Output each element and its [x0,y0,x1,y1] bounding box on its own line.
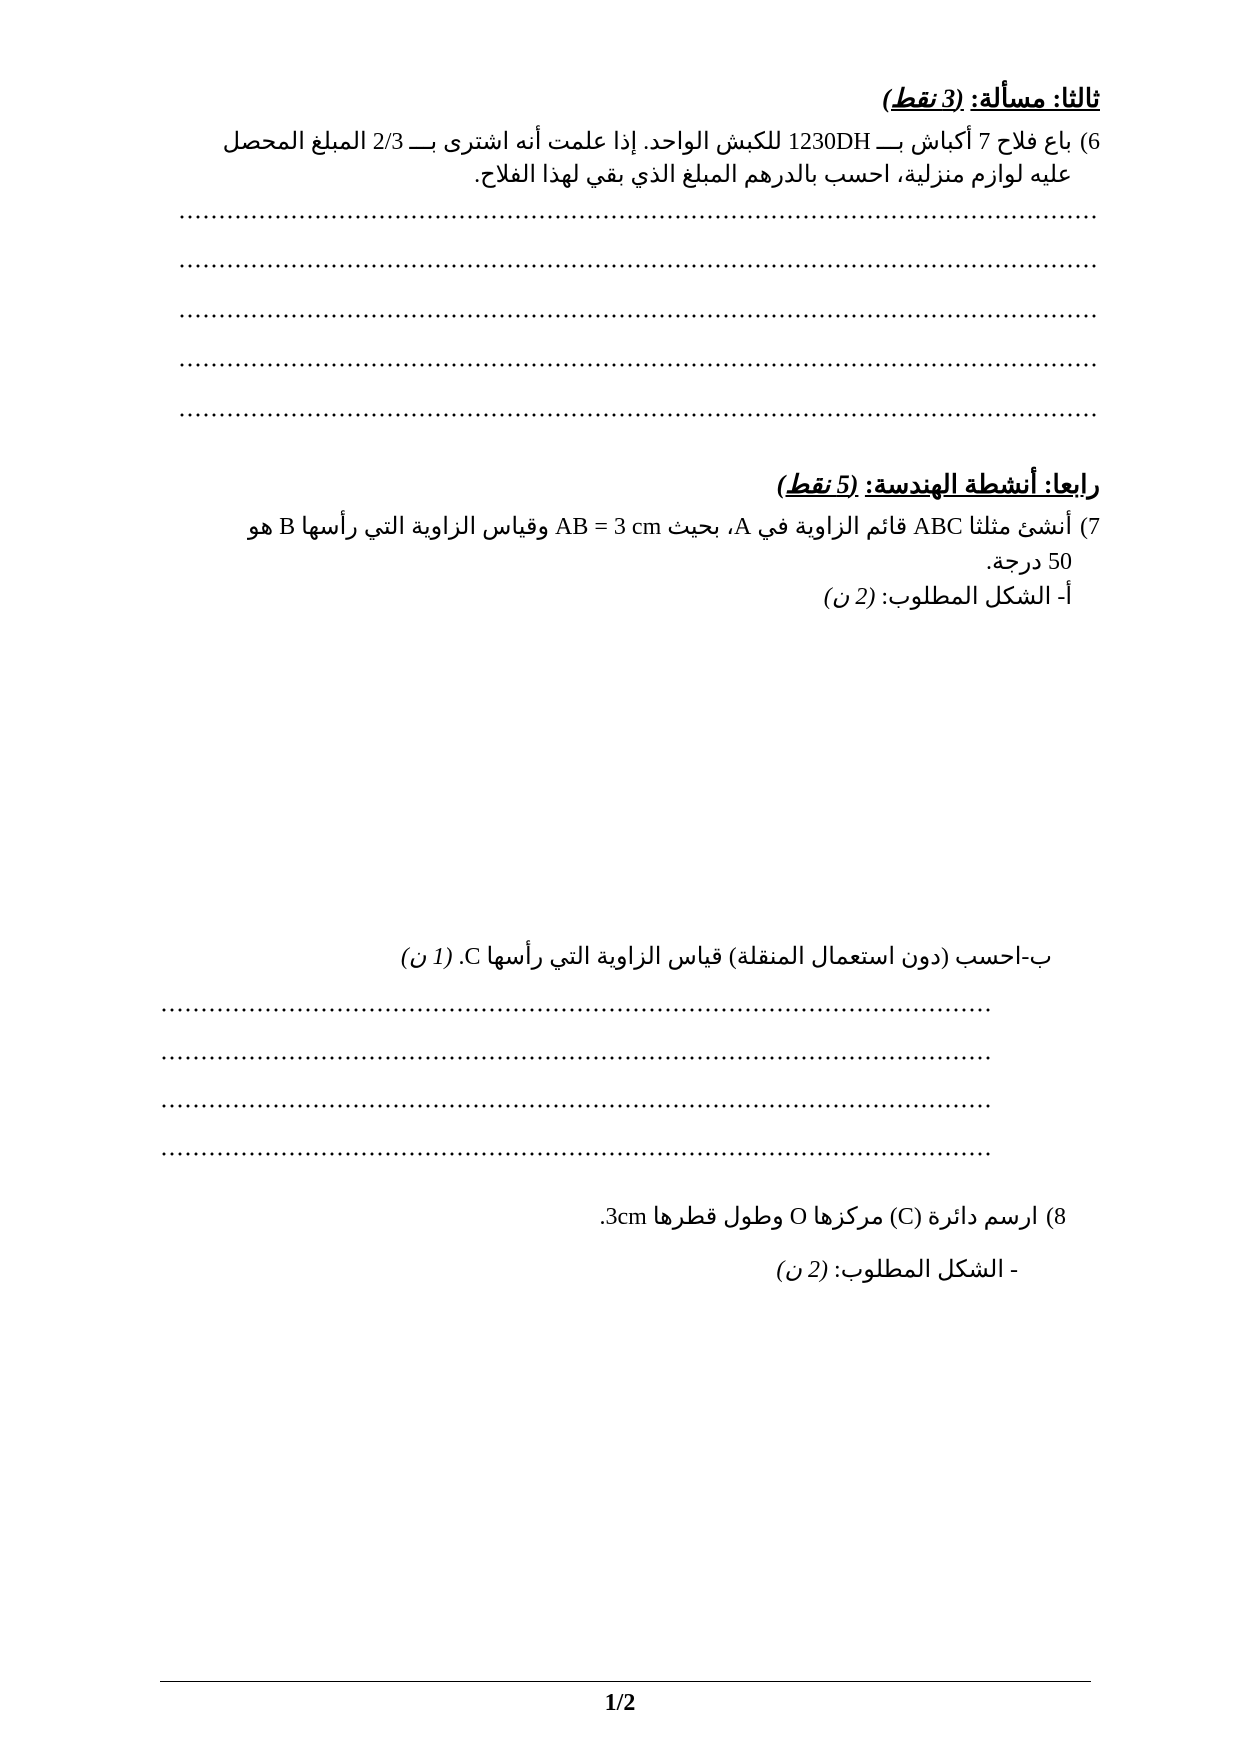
question-7b-text: ب-احسب (دون استعمال المنقلة) قياس الزاوية التي رأسها C. [458,944,1052,970]
question-7a-points: (2 ن) [823,584,876,610]
question-8-figure [776,1255,1018,1284]
answer-line [160,1008,990,1012]
question-6-number: 6) [1080,129,1100,155]
question-7-number: 7) [1080,514,1100,540]
section-3-heading [882,84,1100,114]
section-4-title: رابعا: أنشطة الهندسة: [864,470,1100,499]
answer-line [178,314,1100,318]
question-8 [599,1202,1066,1231]
question-8-label: - الشكل المطلوب: [834,1257,1018,1283]
question-7-text-1: أنشئ مثلثا ABC قائم الزاوية في A، بحيث AB = 3 cm وقياس الزاوية التي رأسها B هو [248,514,1072,540]
answer-line [178,413,1100,417]
section-4-points: (5 نقط) [776,470,859,499]
question-6-line-1 [223,127,1100,156]
section-3-points: (3 نقط) [882,84,964,113]
question-6-line-2: عليه لوازم منزلية، احسب بالدرهم المبلغ الذي بقي لهذا الفلاح. [474,162,1072,188]
page-number: 1/2 [604,1690,636,1716]
question-7a-label: أ- الشكل المطلوب: [881,584,1072,610]
question-8-points: (2 ن) [776,1257,829,1283]
footer-divider [160,1681,1091,1682]
question-7a [824,582,1072,611]
question-7-line-1 [248,512,1100,541]
question-6-text-1: باع فلاح 7 أكباش بـــ 1230DH للكبش الواحد. إذا علمت أنه اشترى بـــ 2/3 المبلغ المحصل [222,129,1072,155]
question-8-number: 8) [1046,1204,1066,1230]
question-7-line-2: 50 درجة. [986,549,1072,575]
question-8-text: ارسم دائرة (C) مركزها O وطول قطرها 3cm. [599,1204,1038,1230]
question-7b [401,942,1052,971]
question-7b-points: (1 ن) [400,944,453,970]
answer-line [178,215,1100,219]
answer-line [178,264,1100,268]
answer-line [178,363,1100,367]
section-4-heading [777,470,1100,500]
answer-line [160,1152,990,1156]
section-3-title: ثالثا: مسألة: [970,84,1100,113]
answer-line [160,1056,990,1060]
answer-line [160,1104,990,1108]
